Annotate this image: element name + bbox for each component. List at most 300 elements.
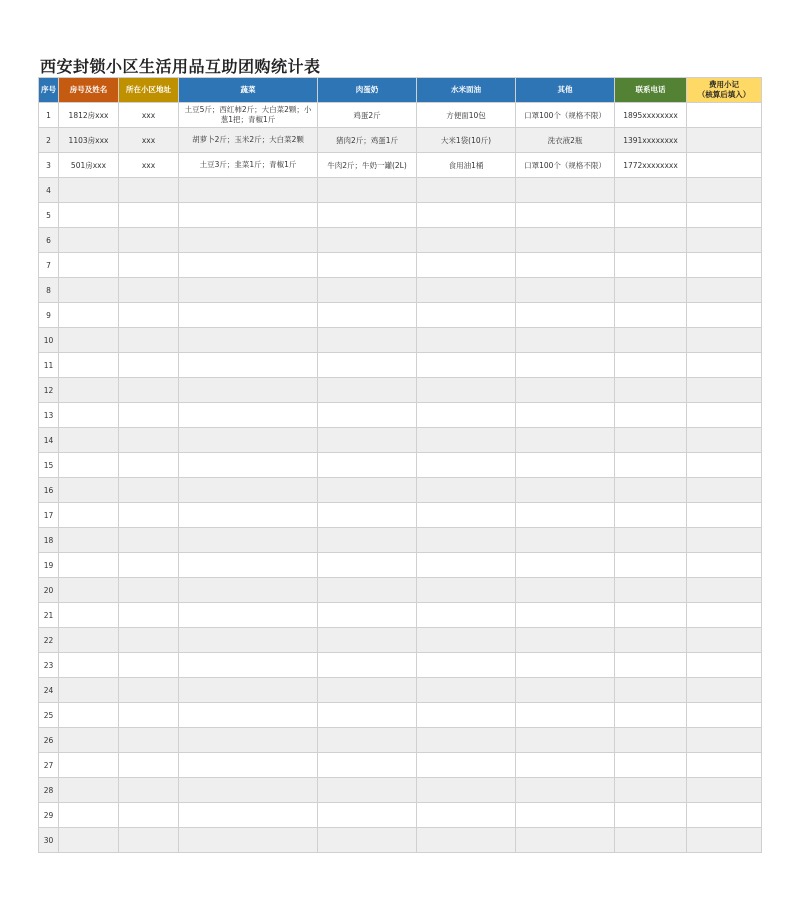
cell-room-name[interactable] <box>59 503 119 528</box>
cell-vegetables[interactable] <box>179 578 318 603</box>
cell-vegetables[interactable]: 土豆3斤；韭菜1斤；青椒1斤 <box>179 153 318 178</box>
cell-meat-egg-milk[interactable] <box>318 728 417 753</box>
cell-room-name[interactable] <box>59 203 119 228</box>
cell-rice-noodle-oil[interactable] <box>417 828 516 853</box>
cell-vegetables[interactable] <box>179 603 318 628</box>
cell-vegetables[interactable] <box>179 703 318 728</box>
cell-meat-egg-milk[interactable] <box>318 603 417 628</box>
cell-fee[interactable] <box>687 103 762 128</box>
cell-rice-noodle-oil[interactable] <box>417 678 516 703</box>
cell-vegetables[interactable] <box>179 303 318 328</box>
cell-phone[interactable] <box>615 753 687 778</box>
cell-phone[interactable] <box>615 178 687 203</box>
cell-other[interactable]: 口罩100个（规格不限） <box>516 103 615 128</box>
header-meat-egg-milk[interactable]: 肉蛋奶 <box>318 78 417 103</box>
cell-address[interactable] <box>119 603 179 628</box>
cell-room-name[interactable] <box>59 453 119 478</box>
cell-address[interactable] <box>119 553 179 578</box>
cell-room-name[interactable] <box>59 528 119 553</box>
cell-meat-egg-milk[interactable] <box>318 503 417 528</box>
cell-fee[interactable] <box>687 178 762 203</box>
cell-room-name[interactable] <box>59 178 119 203</box>
cell-phone[interactable] <box>615 453 687 478</box>
cell-no[interactable]: 9 <box>39 303 59 328</box>
cell-other[interactable] <box>516 503 615 528</box>
header-fee-line2: （核算后填入） <box>697 90 751 99</box>
cell-vegetables[interactable] <box>179 503 318 528</box>
table-row <box>39 103 762 128</box>
cell-vegetables[interactable] <box>179 328 318 353</box>
cell-other[interactable] <box>516 428 615 453</box>
cell-no[interactable]: 18 <box>39 528 59 553</box>
cell-phone[interactable] <box>615 503 687 528</box>
cell-phone[interactable] <box>615 353 687 378</box>
cell-rice-noodle-oil[interactable] <box>417 378 516 403</box>
cell-room-name[interactable] <box>59 678 119 703</box>
cell-room-name[interactable] <box>59 628 119 653</box>
cell-vegetables[interactable] <box>179 178 318 203</box>
cell-phone[interactable] <box>615 728 687 753</box>
cell-other[interactable] <box>516 228 615 253</box>
cell-room-name[interactable] <box>59 553 119 578</box>
cell-vegetables[interactable] <box>179 203 318 228</box>
cell-fee[interactable] <box>687 753 762 778</box>
cell-vegetables[interactable]: 土豆5斤；西红柿2斤；大白菜2颗；小葱1把；青椒1斤 <box>179 103 318 128</box>
cell-phone[interactable] <box>615 578 687 603</box>
cell-fee[interactable] <box>687 653 762 678</box>
cell-fee[interactable] <box>687 378 762 403</box>
cell-other[interactable] <box>516 653 615 678</box>
cell-rice-noodle-oil[interactable] <box>417 303 516 328</box>
cell-no[interactable]: 21 <box>39 603 59 628</box>
cell-meat-egg-milk[interactable] <box>318 353 417 378</box>
cell-phone[interactable] <box>615 328 687 353</box>
cell-fee[interactable] <box>687 628 762 653</box>
cell-rice-noodle-oil[interactable] <box>417 703 516 728</box>
cell-other[interactable] <box>516 803 615 828</box>
cell-no[interactable]: 27 <box>39 753 59 778</box>
cell-phone[interactable] <box>615 778 687 803</box>
cell-fee[interactable] <box>687 153 762 178</box>
cell-rice-noodle-oil[interactable] <box>417 203 516 228</box>
header-fee[interactable] <box>687 78 762 103</box>
cell-fee[interactable] <box>687 428 762 453</box>
cell-address[interactable] <box>119 328 179 353</box>
cell-other[interactable]: 口罩100个（规格不限） <box>516 153 615 178</box>
cell-room-name[interactable] <box>59 353 119 378</box>
header-other[interactable]: 其他 <box>516 78 615 103</box>
cell-fee[interactable] <box>687 503 762 528</box>
cell-address[interactable] <box>119 703 179 728</box>
table-row <box>39 428 762 453</box>
table-row <box>39 278 762 303</box>
cell-other[interactable] <box>516 678 615 703</box>
cell-meat-egg-milk[interactable] <box>318 828 417 853</box>
cell-phone[interactable] <box>615 553 687 578</box>
cell-other[interactable] <box>516 303 615 328</box>
cell-vegetables[interactable] <box>179 628 318 653</box>
cell-other[interactable] <box>516 703 615 728</box>
cell-room-name[interactable] <box>59 728 119 753</box>
cell-meat-egg-milk[interactable] <box>318 278 417 303</box>
cell-no[interactable]: 25 <box>39 703 59 728</box>
cell-vegetables[interactable] <box>179 753 318 778</box>
cell-meat-egg-milk[interactable] <box>318 628 417 653</box>
cell-phone[interactable] <box>615 603 687 628</box>
cell-phone[interactable]: 1391xxxxxxxx <box>615 128 687 153</box>
cell-phone[interactable] <box>615 803 687 828</box>
cell-room-name[interactable] <box>59 803 119 828</box>
cell-other[interactable] <box>516 778 615 803</box>
cell-room-name[interactable]: 1812房xxx <box>59 103 119 128</box>
cell-fee[interactable] <box>687 328 762 353</box>
cell-room-name[interactable] <box>59 428 119 453</box>
cell-no[interactable]: 24 <box>39 678 59 703</box>
cell-other[interactable] <box>516 553 615 578</box>
cell-rice-noodle-oil[interactable] <box>417 428 516 453</box>
cell-vegetables[interactable] <box>179 403 318 428</box>
cell-other[interactable] <box>516 278 615 303</box>
cell-vegetables[interactable] <box>179 228 318 253</box>
cell-room-name[interactable] <box>59 828 119 853</box>
cell-rice-noodle-oil[interactable] <box>417 803 516 828</box>
cell-address[interactable] <box>119 628 179 653</box>
cell-address[interactable] <box>119 278 179 303</box>
cell-address[interactable] <box>119 428 179 453</box>
cell-fee[interactable] <box>687 228 762 253</box>
table-row <box>39 778 762 803</box>
cell-meat-egg-milk[interactable] <box>318 553 417 578</box>
cell-no[interactable]: 17 <box>39 503 59 528</box>
cell-room-name[interactable] <box>59 278 119 303</box>
cell-rice-noodle-oil[interactable] <box>417 553 516 578</box>
cell-fee[interactable] <box>687 778 762 803</box>
cell-no[interactable]: 8 <box>39 278 59 303</box>
cell-fee[interactable] <box>687 803 762 828</box>
cell-other[interactable] <box>516 203 615 228</box>
cell-fee[interactable] <box>687 828 762 853</box>
cell-rice-noodle-oil[interactable] <box>417 603 516 628</box>
cell-vegetables[interactable] <box>179 653 318 678</box>
cell-no[interactable]: 5 <box>39 203 59 228</box>
cell-room-name[interactable]: 501房xxx <box>59 153 119 178</box>
cell-no[interactable]: 19 <box>39 553 59 578</box>
cell-rice-noodle-oil[interactable] <box>417 403 516 428</box>
cell-meat-egg-milk[interactable] <box>318 228 417 253</box>
cell-fee[interactable] <box>687 353 762 378</box>
cell-no[interactable]: 13 <box>39 403 59 428</box>
cell-vegetables[interactable] <box>179 778 318 803</box>
table-row <box>39 528 762 553</box>
cell-rice-noodle-oil[interactable] <box>417 753 516 778</box>
cell-phone[interactable] <box>615 203 687 228</box>
cell-rice-noodle-oil[interactable] <box>417 353 516 378</box>
cell-meat-egg-milk[interactable] <box>318 753 417 778</box>
cell-address[interactable] <box>119 528 179 553</box>
cell-address[interactable] <box>119 453 179 478</box>
cell-room-name[interactable] <box>59 303 119 328</box>
cell-address[interactable] <box>119 253 179 278</box>
cell-rice-noodle-oil[interactable] <box>417 778 516 803</box>
cell-phone[interactable] <box>615 303 687 328</box>
cell-room-name[interactable] <box>59 703 119 728</box>
table-row <box>39 453 762 478</box>
cell-address[interactable]: xxx <box>119 153 179 178</box>
cell-no[interactable]: 4 <box>39 178 59 203</box>
cell-room-name[interactable] <box>59 403 119 428</box>
cell-other[interactable] <box>516 528 615 553</box>
cell-rice-noodle-oil[interactable]: 方便面10包 <box>417 103 516 128</box>
cell-no[interactable]: 26 <box>39 728 59 753</box>
header-rice-noodle-oil[interactable]: 水米面油 <box>417 78 516 103</box>
cell-address[interactable] <box>119 228 179 253</box>
cell-other[interactable] <box>516 728 615 753</box>
cell-room-name[interactable] <box>59 778 119 803</box>
cell-meat-egg-milk[interactable] <box>318 428 417 453</box>
cell-no[interactable]: 12 <box>39 378 59 403</box>
cell-address[interactable] <box>119 353 179 378</box>
cell-no[interactable]: 6 <box>39 228 59 253</box>
cell-vegetables[interactable] <box>179 803 318 828</box>
cell-room-name[interactable] <box>59 378 119 403</box>
cell-vegetables[interactable] <box>179 553 318 578</box>
table-row <box>39 628 762 653</box>
cell-no[interactable]: 29 <box>39 803 59 828</box>
cell-vegetables[interactable] <box>179 453 318 478</box>
cell-room-name[interactable] <box>59 253 119 278</box>
cell-phone[interactable]: 1895xxxxxxxx <box>615 103 687 128</box>
cell-meat-egg-milk[interactable] <box>318 578 417 603</box>
table-body <box>39 103 762 853</box>
cell-address[interactable] <box>119 778 179 803</box>
cell-room-name[interactable] <box>59 328 119 353</box>
cell-fee[interactable] <box>687 728 762 753</box>
cell-phone[interactable] <box>615 478 687 503</box>
cell-other[interactable] <box>516 328 615 353</box>
cell-no[interactable]: 14 <box>39 428 59 453</box>
cell-meat-egg-milk[interactable] <box>318 178 417 203</box>
cell-fee[interactable] <box>687 553 762 578</box>
cell-no[interactable]: 16 <box>39 478 59 503</box>
cell-vegetables[interactable] <box>179 428 318 453</box>
cell-vegetables[interactable] <box>179 378 318 403</box>
cell-no[interactable]: 28 <box>39 778 59 803</box>
cell-fee[interactable] <box>687 303 762 328</box>
cell-rice-noodle-oil[interactable] <box>417 253 516 278</box>
cell-no[interactable]: 22 <box>39 628 59 653</box>
cell-phone[interactable] <box>615 628 687 653</box>
table-row <box>39 553 762 578</box>
cell-meat-egg-milk[interactable] <box>318 253 417 278</box>
cell-fee[interactable] <box>687 578 762 603</box>
cell-other[interactable] <box>516 253 615 278</box>
header-no[interactable]: 序号 <box>39 78 59 103</box>
cell-rice-noodle-oil[interactable] <box>417 228 516 253</box>
cell-room-name[interactable] <box>59 228 119 253</box>
cell-meat-egg-milk[interactable] <box>318 303 417 328</box>
cell-vegetables[interactable] <box>179 478 318 503</box>
cell-address[interactable] <box>119 203 179 228</box>
cell-vegetables[interactable] <box>179 828 318 853</box>
cell-rice-noodle-oil[interactable] <box>417 478 516 503</box>
cell-phone[interactable] <box>615 378 687 403</box>
table-row <box>39 828 762 853</box>
cell-meat-egg-milk[interactable] <box>318 778 417 803</box>
cell-vegetables[interactable]: 胡萝卜2斤；玉米2斤；大白菜2颗 <box>179 128 318 153</box>
cell-meat-egg-milk[interactable] <box>318 803 417 828</box>
cell-rice-noodle-oil[interactable] <box>417 178 516 203</box>
cell-meat-egg-milk[interactable] <box>318 203 417 228</box>
cell-phone[interactable] <box>615 653 687 678</box>
cell-phone[interactable] <box>615 428 687 453</box>
cell-no[interactable]: 7 <box>39 253 59 278</box>
table-row <box>39 128 762 153</box>
cell-no[interactable]: 30 <box>39 828 59 853</box>
cell-rice-noodle-oil[interactable]: 食用油1桶 <box>417 153 516 178</box>
cell-other[interactable] <box>516 478 615 503</box>
cell-other[interactable] <box>516 828 615 853</box>
cell-meat-egg-milk[interactable] <box>318 678 417 703</box>
cell-fee[interactable] <box>687 403 762 428</box>
cell-room-name[interactable] <box>59 478 119 503</box>
cell-no[interactable]: 23 <box>39 653 59 678</box>
cell-phone[interactable] <box>615 678 687 703</box>
cell-meat-egg-milk[interactable]: 牛肉2斤；牛奶一罐(2L) <box>318 153 417 178</box>
cell-address[interactable] <box>119 728 179 753</box>
cell-other[interactable] <box>516 378 615 403</box>
cell-vegetables[interactable] <box>179 278 318 303</box>
cell-fee[interactable] <box>687 128 762 153</box>
cell-address[interactable] <box>119 503 179 528</box>
table-row <box>39 353 762 378</box>
table-row <box>39 728 762 753</box>
cell-rice-noodle-oil[interactable] <box>417 578 516 603</box>
cell-no[interactable]: 1 <box>39 103 59 128</box>
cell-other[interactable] <box>516 453 615 478</box>
cell-no[interactable]: 10 <box>39 328 59 353</box>
cell-rice-noodle-oil[interactable]: 大米1袋(10斤) <box>417 128 516 153</box>
cell-address[interactable] <box>119 178 179 203</box>
cell-other[interactable] <box>516 353 615 378</box>
cell-fee[interactable] <box>687 478 762 503</box>
header-address[interactable]: 所在小区地址 <box>119 78 179 103</box>
cell-address[interactable] <box>119 478 179 503</box>
header-room-name[interactable]: 房号及姓名 <box>59 78 119 103</box>
cell-room-name[interactable] <box>59 578 119 603</box>
cell-fee[interactable] <box>687 528 762 553</box>
cell-meat-egg-milk[interactable] <box>318 653 417 678</box>
cell-no[interactable]: 3 <box>39 153 59 178</box>
cell-vegetables[interactable] <box>179 253 318 278</box>
cell-no[interactable]: 20 <box>39 578 59 603</box>
cell-fee[interactable] <box>687 278 762 303</box>
cell-rice-noodle-oil[interactable] <box>417 628 516 653</box>
cell-meat-egg-milk[interactable] <box>318 703 417 728</box>
cell-rice-noodle-oil[interactable] <box>417 328 516 353</box>
cell-no[interactable]: 15 <box>39 453 59 478</box>
cell-address[interactable] <box>119 403 179 428</box>
cell-room-name[interactable] <box>59 753 119 778</box>
cell-vegetables[interactable] <box>179 728 318 753</box>
table-row <box>39 703 762 728</box>
cell-room-name[interactable] <box>59 603 119 628</box>
cell-room-name[interactable] <box>59 653 119 678</box>
cell-vegetables[interactable] <box>179 678 318 703</box>
header-phone[interactable]: 联系电话 <box>615 78 687 103</box>
table-row <box>39 603 762 628</box>
cell-fee[interactable] <box>687 203 762 228</box>
cell-phone[interactable]: 1772xxxxxxxx <box>615 153 687 178</box>
cell-phone[interactable] <box>615 828 687 853</box>
cell-other[interactable] <box>516 628 615 653</box>
cell-address[interactable] <box>119 828 179 853</box>
cell-fee[interactable] <box>687 703 762 728</box>
cell-other[interactable] <box>516 403 615 428</box>
cell-address[interactable]: xxx <box>119 128 179 153</box>
cell-meat-egg-milk[interactable] <box>318 453 417 478</box>
cell-fee[interactable] <box>687 253 762 278</box>
cell-room-name[interactable]: 1103房xxx <box>59 128 119 153</box>
cell-address[interactable] <box>119 303 179 328</box>
cell-meat-egg-milk[interactable] <box>318 528 417 553</box>
table-row <box>39 403 762 428</box>
cell-meat-egg-milk[interactable] <box>318 328 417 353</box>
header-vegetables[interactable]: 蔬菜 <box>179 78 318 103</box>
cell-other[interactable]: 洗衣液2瓶 <box>516 128 615 153</box>
cell-address[interactable] <box>119 678 179 703</box>
cell-other[interactable] <box>516 603 615 628</box>
cell-address[interactable] <box>119 803 179 828</box>
cell-rice-noodle-oil[interactable] <box>417 453 516 478</box>
cell-meat-egg-milk[interactable] <box>318 403 417 428</box>
cell-rice-noodle-oil[interactable] <box>417 528 516 553</box>
cell-fee[interactable] <box>687 453 762 478</box>
cell-vegetables[interactable] <box>179 353 318 378</box>
cell-meat-egg-milk[interactable] <box>318 378 417 403</box>
cell-no[interactable]: 2 <box>39 128 59 153</box>
cell-rice-noodle-oil[interactable] <box>417 728 516 753</box>
cell-phone[interactable] <box>615 528 687 553</box>
cell-phone[interactable] <box>615 253 687 278</box>
cell-meat-egg-milk[interactable]: 猪肉2斤；鸡蛋1斤 <box>318 128 417 153</box>
cell-no[interactable]: 11 <box>39 353 59 378</box>
cell-other[interactable] <box>516 578 615 603</box>
table-row <box>39 803 762 828</box>
cell-phone[interactable] <box>615 703 687 728</box>
cell-rice-noodle-oil[interactable] <box>417 278 516 303</box>
cell-address[interactable] <box>119 653 179 678</box>
cell-address[interactable] <box>119 753 179 778</box>
cell-other[interactable] <box>516 178 615 203</box>
cell-vegetables[interactable] <box>179 528 318 553</box>
cell-address[interactable]: xxx <box>119 103 179 128</box>
cell-address[interactable] <box>119 378 179 403</box>
table-row <box>39 153 762 178</box>
cell-rice-noodle-oil[interactable] <box>417 503 516 528</box>
cell-meat-egg-milk[interactable] <box>318 478 417 503</box>
cell-fee[interactable] <box>687 603 762 628</box>
cell-other[interactable] <box>516 753 615 778</box>
cell-address[interactable] <box>119 578 179 603</box>
cell-phone[interactable] <box>615 403 687 428</box>
table-row <box>39 478 762 503</box>
cell-phone[interactable] <box>615 228 687 253</box>
cell-fee[interactable] <box>687 678 762 703</box>
cell-phone[interactable] <box>615 278 687 303</box>
table-row <box>39 653 762 678</box>
cell-meat-egg-milk[interactable]: 鸡蛋2斤 <box>318 103 417 128</box>
cell-rice-noodle-oil[interactable] <box>417 653 516 678</box>
